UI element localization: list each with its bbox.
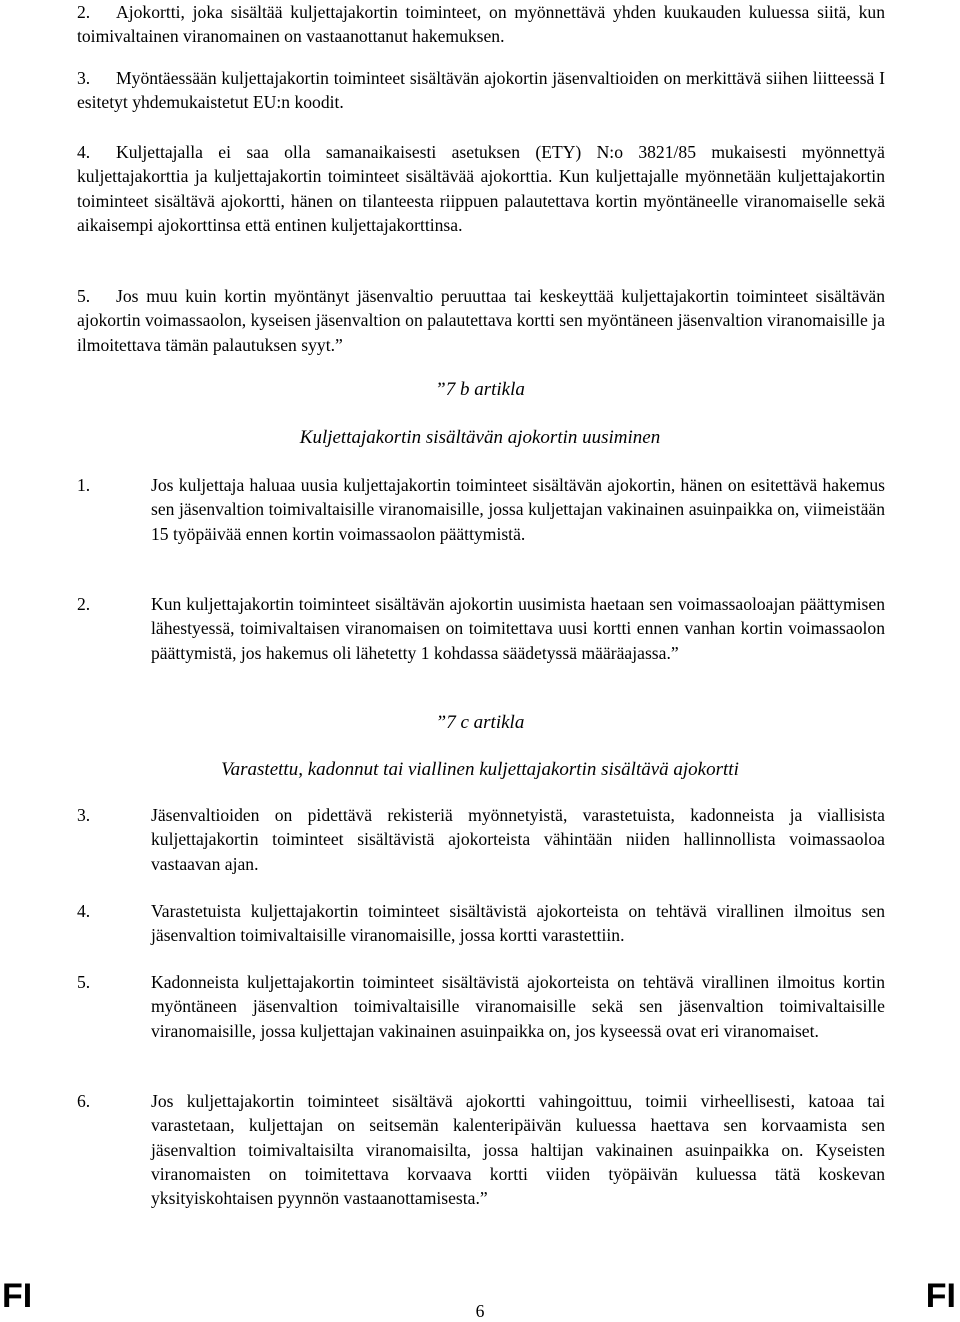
article-7b-item-text: Kun kuljettajakortin toiminteet sisältävän ajokortin uusimista haetaan sen voimassaoloajan päättymisen lähestyessä, toimivaltaisen viranomaisen on toimitettava uusi kortti ennen vanhan kortin voimassaolon päättymistä, jos hakemus oli lähetetty 1 kohdassa säädetyssä määräajassa.”	[151, 594, 885, 663]
paragraph-number: 5.	[77, 286, 91, 306]
paragraph-number: 3.	[77, 68, 91, 88]
paragraph-text: Myöntäessään kuljettajakortin toiminteet sisältävän ajokortin jäsenvaltioiden on merkittävä siihen liitteessä I esitetyt yhdemukaistetut EU:n koodit.	[77, 68, 885, 113]
paragraph-text: Ajokortti, joka sisältää kuljettajakortin toiminteet, on myönnettävä yhden kuukauden kuluessa siitä, kun toimivaltainen viranomainen on vastaanottanut hakemuksen.	[77, 2, 885, 47]
footer-language-code-right: FI	[925, 1277, 956, 1315]
paragraph-text: Jos muu kuin kortin myöntänyt jäsenvaltio peruuttaa tai keskeyttää kuljettajakortin toiminteet sisältävän ajokortin voimassaolon, kyseisen jäsenvaltion on palautettava kortti sen myöntäneen jäsenvaltion viranomaisille ja ilmoitettava tämän palautuksen syyt.”	[77, 286, 885, 355]
article-7c-subtitle: Varastettu, kadonnut tai viallinen kuljettajakortin sisältävä ajokortti	[221, 759, 739, 780]
article-7b-heading: ”7 b artikla	[435, 379, 525, 400]
article-7c-item-number: 4.	[77, 901, 91, 921]
article-7c-item-text: Jos kuljettajakortin toiminteet sisältävä ajokortti vahingoittuu, toimii virheellisesti, katoaa tai varastetaan, kuljettajan on seitsemän kalenteripäivän kuluessa haettava sen korvaamista sen jäsenvaltion toimivaltaisilta viranomaisilta, jossa haltijan vakinainen asuinpaikka on. Kyseisten viranomaisten on toimitettava korvaava kortti viiden työpäivän kuluessa tätä koskevan yksityiskohtaisen pyynnön vastaanottamisesta.”	[151, 1091, 885, 1209]
article-7b-item-number: 1.	[77, 475, 91, 495]
article-7c-item-text: Jäsenvaltioiden on pidettävä rekisteriä myönnetyistä, varastetuista, kadonneista ja viallisista kuljettajakortin toiminteet sisältävistä ajokorteista vähintään niiden hallinnollista voimassaoloa vastaavan ajan.	[151, 805, 885, 874]
page-number: 6	[475, 1301, 485, 1321]
article-7c-item-text: Kadonneista kuljettajakortin toiminteet sisältävistä ajokorteista on tehtävä virallinen ilmoitus kortin myöntäneen jäsenvaltion toimivaltaisille viranomaisille sekä sen jäsenvaltion toimivaltaisille viranomaisille, jossa kuljettajan vakinainen asuinpaikka on, jos kyseessä ovat eri viranomaiset.	[151, 972, 885, 1041]
footer-language-code-left: FI	[2, 1277, 33, 1315]
article-7c-heading: ”7 c artikla	[435, 712, 525, 733]
paragraph-3	[77, 66, 885, 115]
article-7c-item-number: 6.	[77, 1091, 91, 1111]
paragraph-text: Kuljettajalla ei saa olla samanaikaisesti asetuksen (ETY) N:o 3821/85 mukaisesti myönnettyä kuljettajakorttia ja kuljettajakortin toiminteet sisältävää ajokorttia. Kun kuljettajalle myönnetään kuljettajakortin toiminteet sisältävä ajokortti, hänen on tilanteesta riippuen palautettava kortin myöntäneelle viranomaiselle sekä aikaisempi ajokorttinsa että entinen kuljettajakorttinsa.	[77, 142, 885, 235]
article-7c-item-text: Varastetuista kuljettajakortin toiminteet sisältävistä ajokorteista on tehtävä virallinen ilmoitus sen jäsenvaltion toimivaltaisille viranomaisille, jossa kortti varastettiin.	[151, 901, 885, 946]
paragraph-number: 2.	[77, 2, 91, 22]
article-7c-item-number: 5.	[77, 972, 91, 992]
article-7b-subtitle: Kuljettajakortin sisältävän ajokortin uusiminen	[299, 427, 661, 448]
article-7b-item-text: Jos kuljettaja haluaa uusia kuljettajakortin toiminteet sisältävän ajokortin, hänen on esitettävä hakemus sen jäsenvaltion toimivaltaisille viranomaisille, jossa kuljettajan vakinainen asuinpaikka on, viimeistään 15 työpäivää ennen kortin voimassaolon päättymistä.	[151, 475, 885, 544]
paragraph-4	[77, 140, 885, 237]
article-7c-item-number: 3.	[77, 805, 91, 825]
paragraph-5	[77, 284, 885, 357]
article-7b-item-number: 2.	[77, 594, 91, 614]
paragraph-number: 4.	[77, 142, 91, 162]
paragraph-2	[77, 0, 885, 49]
